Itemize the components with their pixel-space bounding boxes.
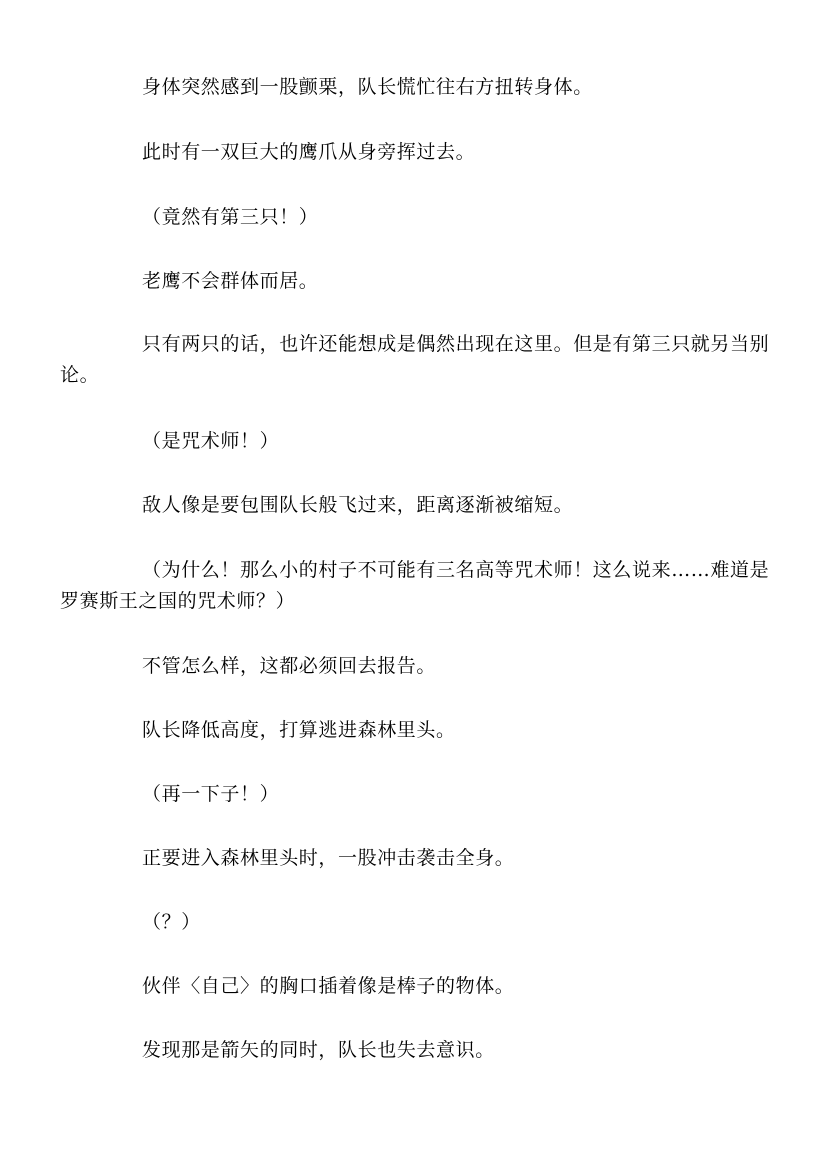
paragraph-1: 身体突然感到一股颤栗，队长慌忙往右方扭转身体。 xyxy=(142,76,593,98)
paragraph-13: （？） xyxy=(142,911,201,933)
paragraph-12: 正要进入森林里头时，一股冲击袭击全身。 xyxy=(142,847,515,869)
paragraph-2: 此时有一双巨大的鹰爪从身旁挥过去。 xyxy=(142,141,476,163)
paragraph-14: 伙伴〈自己〉的胸口插着像是棒子的物体。 xyxy=(142,975,515,997)
paragraph-6: （是咒术师！） xyxy=(142,430,280,452)
paragraph-3: （竟然有第三只！） xyxy=(142,206,319,228)
paragraph-15: 发现那是箭矢的同时，队长也失去意识。 xyxy=(142,1039,495,1061)
paragraph-4: 老鹰不会群体而居。 xyxy=(142,270,319,292)
paragraph-7: 敌人像是要包围队长般飞过来，距离逐渐被缩短。 xyxy=(142,494,574,516)
paragraph-8: （为什么！那么小的村子不可能有三名高等咒术师！这么说来……难道是罗赛斯王之国的咒术师？） xyxy=(60,559,770,612)
paragraph-5: 只有两只的话，也许还能想成是偶然出现在这里。但是有第三只就另当别论。 xyxy=(60,333,770,386)
paragraph-11: （再一下子！） xyxy=(142,783,280,805)
paragraph-9: 不管怎么样，这都必须回去报告。 xyxy=(142,655,437,677)
paragraph-10: 队长降低高度，打算逃进森林里头。 xyxy=(142,719,456,741)
